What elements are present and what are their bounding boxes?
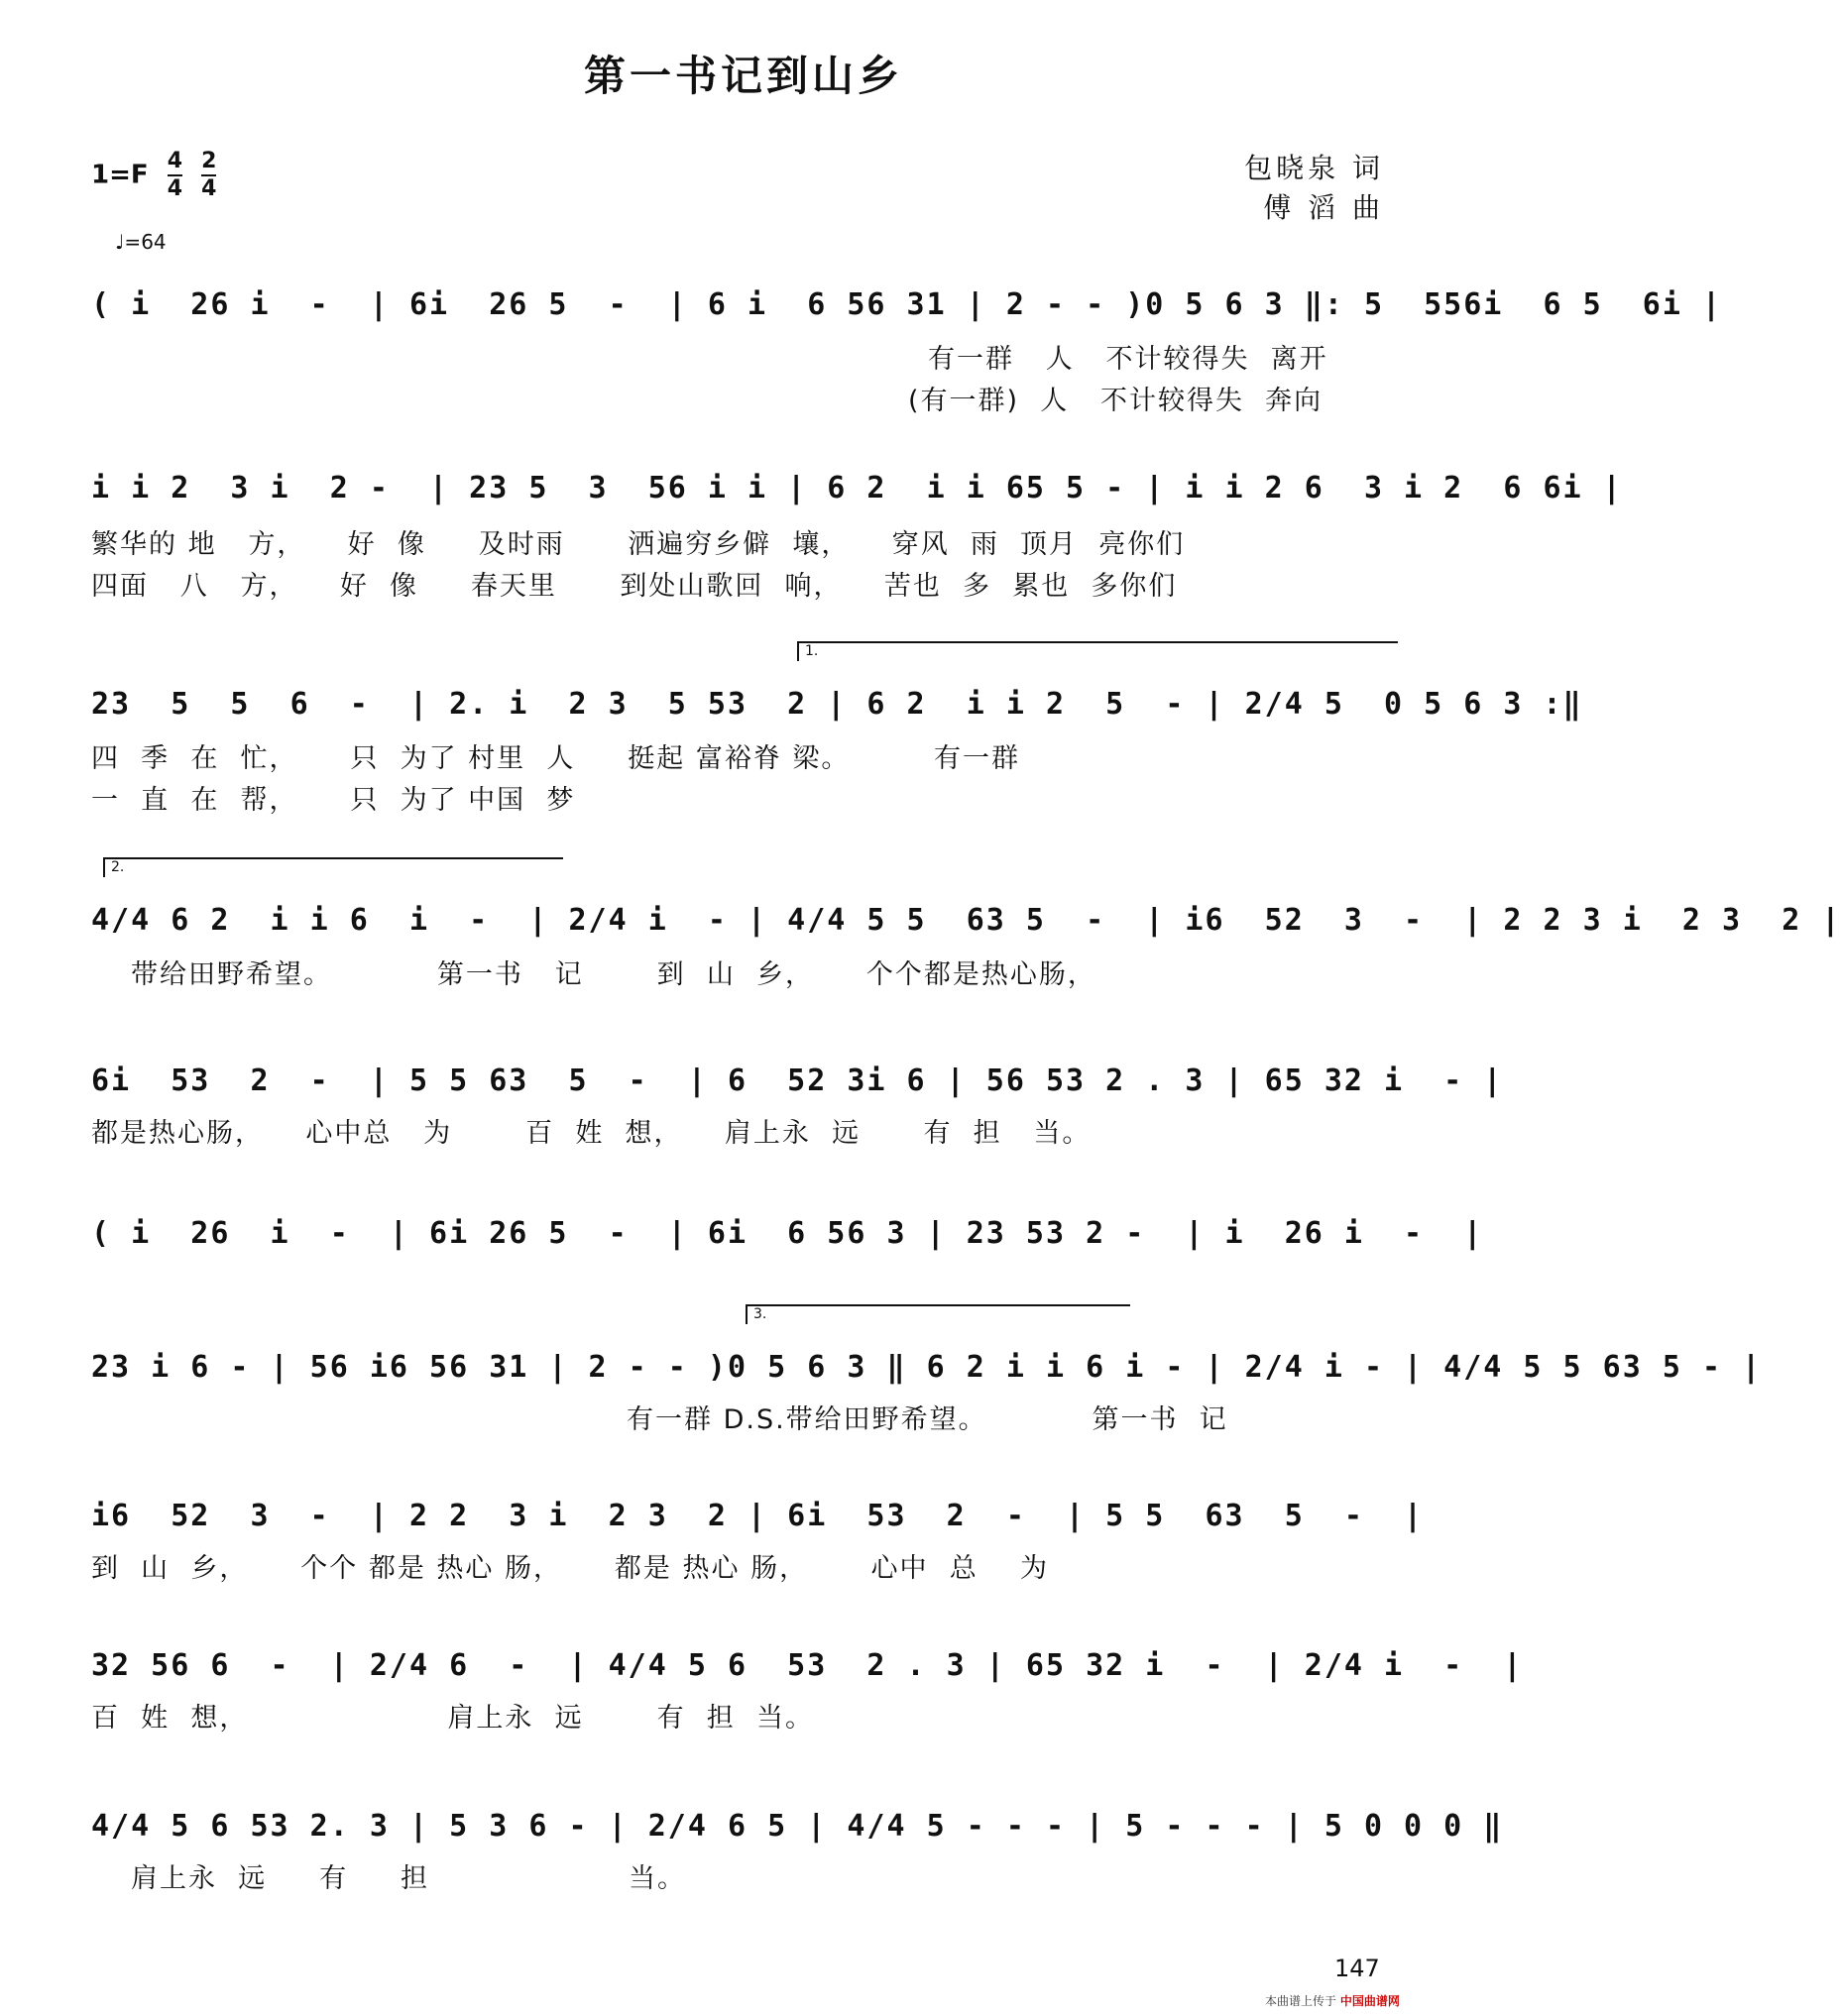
score-system-6-interlude — [0, 1216, 1487, 1365]
score-system-10 — [0, 1809, 1504, 1958]
key-signature — [91, 149, 216, 202]
notation-line: i6 52 3 - | 2 2 3 i 2 3 2 | 6i 53 2 - | 5 5 63 5 - | — [91, 1499, 1425, 1533]
volta-2-bracket: 2. — [103, 857, 563, 877]
lyric-verse: 有一群 D.S.带给田野希望。 第一书 记 — [627, 1404, 1228, 1435]
lyricist-credit: 包晓泉 词 — [1244, 152, 1384, 184]
score-system-2 — [0, 471, 1623, 619]
composer-credit: 傅 滔 曲 — [1263, 191, 1384, 224]
time-signature-4-4: $\frac{4}{4}$ — [167, 149, 183, 201]
lyric-verse: 肩上永 远 有 担 当。 — [131, 1863, 687, 1894]
page-title: 第一书记到山乡 — [583, 52, 903, 100]
score-system-4 — [0, 859, 1841, 1052]
notation-line: 23 i 6 - | 56 i6 56 31 | 2 - - )0 5 6 3 ‖ 6 2 i i 6 i - | 2/4 i - | 4/4 5 5 63 5 - | — [91, 1350, 1763, 1385]
footer-site: 中国曲谱网 — [1339, 1994, 1400, 2008]
score-system-8 — [0, 1499, 1487, 1647]
footer-credit — [1265, 1992, 1400, 2009]
lyric-verse: 到 山 乡， 个个 都是 热心 肠， 都是 热心 肠， 心中 总 为 — [91, 1553, 1050, 1584]
notation-line: 4/4 6 2 i i 6 i - | 2/4 i - | 4/4 5 5 63 5 - | i6 52 3 - | 2 2 3 i 2 3 2 | — [91, 903, 1841, 938]
lyric-verse: 带给田野希望。 第一书 记 到 山 乡， 个个都是热心肠， — [131, 959, 1096, 990]
lyric-verse: 都是热心肠， 心中总 为 百 姓 想， 肩上永 远 有 担 当。 — [91, 1118, 1092, 1149]
lyric-verse: 百 姓 想， 肩上永 远 有 担 当。 — [91, 1703, 814, 1734]
volta-3-bracket: 3. — [746, 1304, 1130, 1324]
notation-line: ( i 26 i - | 6i 26 5 - | 6 i 6 56 31 | 2 - - )0 5 6 3 ‖: 5 556i 6 5 6i | — [91, 287, 1723, 322]
score-system-3 — [0, 643, 1583, 836]
score-system-9 — [0, 1648, 1524, 1797]
volta-1-bracket: 1. — [797, 641, 1398, 661]
lyric-verse-1: 四 季 在 忙， 只 为了 村里 人 挺起 富裕脊 梁。 有一群 — [91, 743, 1021, 774]
lyric-verse-1: 繁华的 地 方， 好 像 及时雨 洒遍穷乡僻 壤， 穿风 雨 顶月 亮你们 — [91, 529, 1186, 560]
footer-prefix: 本曲谱上传于 — [1265, 1994, 1337, 2008]
score-system-1 — [0, 287, 1723, 436]
key-text: 1=F — [91, 160, 149, 190]
notation-line: 23 5 5 6 - | 2. i 2 3 5 53 2 | 6 2 i i 2 5 - | 2/4 5 0 5 6 3 :‖ — [91, 687, 1583, 722]
notation-line: ( i 26 i - | 6i 26 5 - | 6i 6 56 3 | 23 53 2 - | i 26 i - | — [91, 1216, 1484, 1251]
notation-line: 32 56 6 - | 2/4 6 - | 4/4 5 6 53 2 . 3 | 65 32 i - | 2/4 i - | — [91, 1648, 1524, 1683]
lyric-verse-2: 四面 八 方， 好 像 春天里 到处山歌回 响， 苦也 多 累也 多你们 — [91, 571, 1178, 602]
lyric-verse-1: 有一群 人 不计较得失 离开 — [928, 344, 1328, 375]
score-system-7 — [0, 1306, 1763, 1499]
score-system-5 — [0, 1064, 1504, 1212]
notation-line: i i 2 3 i 2 - | 23 5 3 56 i i | 6 2 i i 65 5 - | i i 2 6 3 i 2 6 6i | — [91, 471, 1623, 505]
lyric-verse-2: (有一群) 人 不计较得失 奔向 — [908, 386, 1323, 416]
notation-line: 6i 53 2 - | 5 5 63 5 - | 6 52 3i 6 | 56 53 2 . 3 | 65 32 i - | — [91, 1064, 1504, 1098]
notation-line: 4/4 5 6 53 2. 3 | 5 3 6 - | 2/4 6 5 | 4/4 5 - - - | 5 - - - | 5 0 0 0 ‖ — [91, 1809, 1504, 1844]
tempo-mark: ♩=64 — [115, 230, 167, 254]
page-number: 147 — [1334, 1955, 1380, 1982]
lyric-verse-2: 一 直 在 帮， 只 为了 中国 梦 — [91, 785, 576, 816]
time-signature-2-4: $\frac{2}{4}$ — [201, 149, 217, 201]
